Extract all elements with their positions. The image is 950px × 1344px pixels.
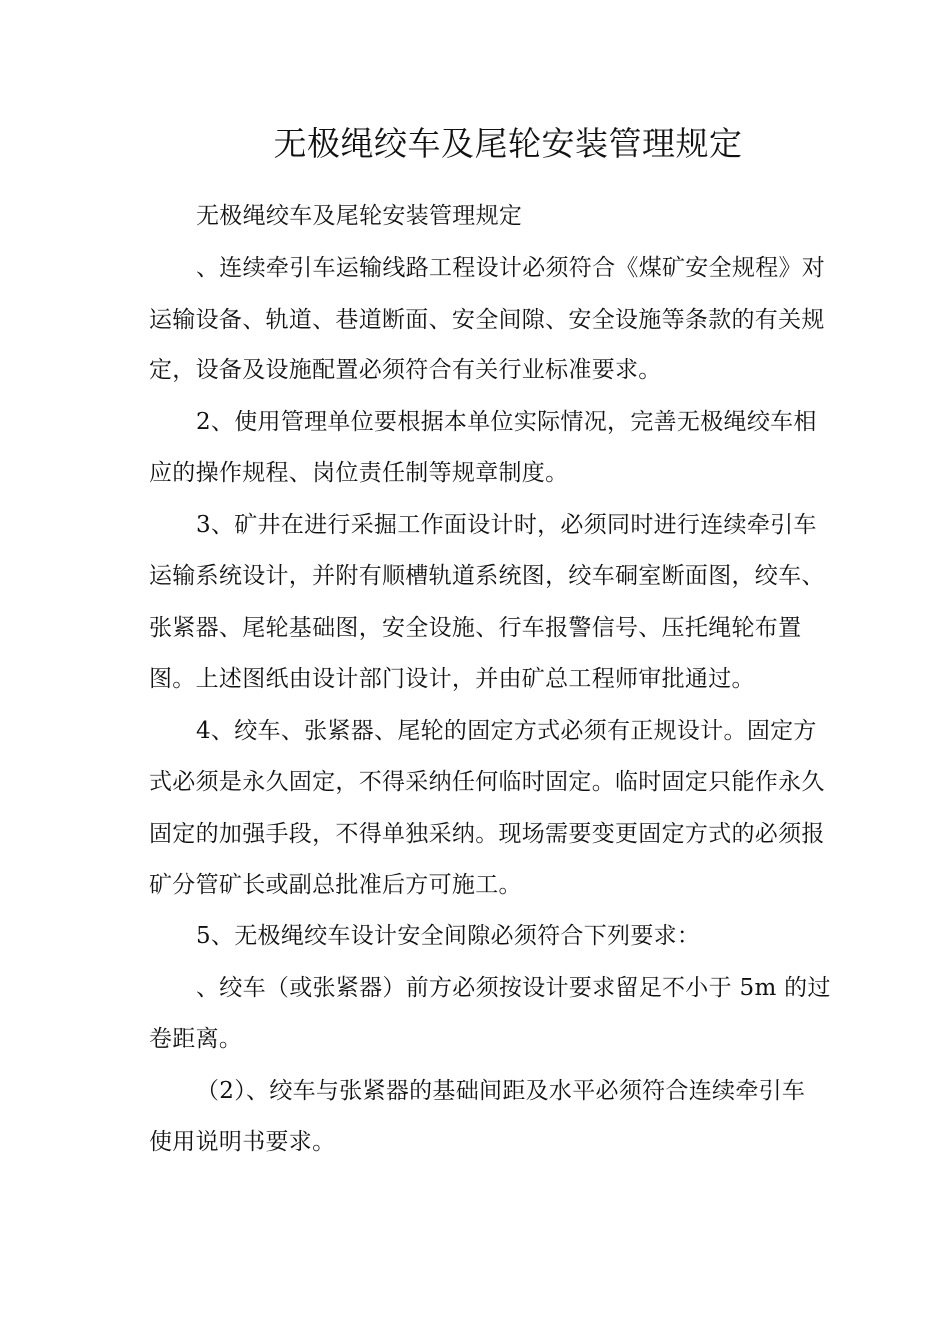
paragraph-line: 运输设备、轨道、巷道断面、安全间隙、安全设施等条款的有关规 xyxy=(149,307,825,333)
paragraph-line: 固定的加强手段，不得单独采纳。现场需要变更固定方式的必须报 xyxy=(149,821,825,847)
paragraph-line: 3、矿井在进行采掘工作面设计时，必须同时进行连续牵引车 xyxy=(196,512,817,538)
paragraph-line: （2）、绞车与张紧器的基础间距及水平必须符合连续牵引车 xyxy=(196,1078,806,1104)
paragraph-line: 运输系统设计，并附有顺槽轨道系统图，绞车硐室断面图，绞车、 xyxy=(149,563,825,589)
paragraph-line: 应的操作规程、岗位责任制等规章制度。 xyxy=(149,460,569,486)
paragraph-line: 、绞车（或张紧器）前方必须按设计要求留足不小于 5m 的过 xyxy=(196,975,831,1001)
paragraph-line: 张紧器、尾轮基础图，安全设施、行车报警信号、压托绳轮布置 xyxy=(149,615,802,641)
document-title: 无极绳绞车及尾轮安装管理规定 xyxy=(273,124,743,163)
paragraph-line: 4、绞车、张紧器、尾轮的固定方式必须有正规设计。固定方 xyxy=(196,718,817,744)
paragraph-line: 、连续牵引车运输线路工程设计必须符合《煤矿安全规程》对 xyxy=(196,255,826,281)
paragraph-line: 定，设备及设施配置必须符合有关行业标准要求。 xyxy=(149,357,662,383)
subtitle-line: 无极绳绞车及尾轮安装管理规定 xyxy=(196,203,523,229)
paragraph-line: 使用说明书要求。 xyxy=(149,1129,336,1155)
paragraph-line: 式必须是永久固定，不得采纳任何临时固定。临时固定只能作永久 xyxy=(149,769,825,795)
paragraph-line: 矿分管矿长或副总批准后方可施工。 xyxy=(149,872,522,898)
paragraph-line: 2、使用管理单位要根据本单位实际情况，完善无极绳绞车相 xyxy=(196,409,817,435)
paragraph-line: 5、无极绳绞车设计安全间隙必须符合下列要求： xyxy=(196,923,701,949)
paragraph-line: 图。上述图纸由设计部门设计，并由矿总工程师审批通过。 xyxy=(149,666,755,692)
paragraph-line: 卷距离。 xyxy=(149,1026,243,1052)
